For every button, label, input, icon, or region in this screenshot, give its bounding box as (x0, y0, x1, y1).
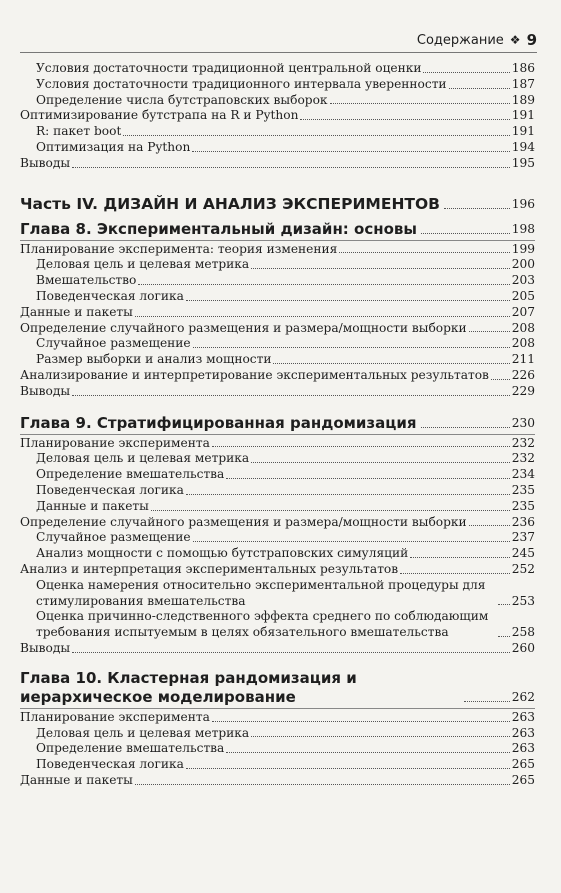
entry-page: 187 (511, 76, 535, 91)
toc-chapter-10 (20, 710, 535, 789)
toc-entry[interactable] (20, 515, 535, 531)
entry-title: Случайное размещение (36, 530, 191, 545)
toc-entry[interactable] (20, 530, 535, 546)
toc-entry[interactable] (20, 726, 535, 742)
entry-title: Данные и пакеты (20, 772, 133, 787)
toc-entry[interactable] (20, 124, 535, 140)
entry-page: 205 (511, 288, 535, 303)
entry-page: 232 (511, 451, 535, 466)
entry-title: Деловая цель и целевая метрика (36, 257, 250, 272)
toc-entry[interactable] (20, 257, 535, 273)
toc-entry[interactable] (20, 352, 535, 368)
toc-entry[interactable] (20, 483, 535, 499)
entry-page: 195 (511, 155, 535, 170)
entry-title: Оптимизирование бутстрапа на R и Python (20, 108, 299, 123)
chapter-page: 230 (511, 415, 535, 430)
entry-title: Поведенческая логика (36, 482, 184, 497)
entry-page: 232 (511, 435, 535, 450)
leader-dots (339, 252, 509, 253)
leader-dots (226, 752, 509, 753)
entry-page: 234 (511, 467, 535, 482)
chapter-title: Глава 10. Кластерная рандомизация и иерархическое моделирование (20, 668, 357, 706)
entry-page: 208 (511, 320, 535, 335)
leader-dots (421, 427, 510, 428)
toc-entry[interactable] (20, 336, 535, 352)
leader-dots (72, 167, 510, 168)
entry-title: Выводы (20, 640, 71, 655)
leader-dots (186, 768, 510, 769)
leader-dots (186, 300, 510, 301)
entry-page: 265 (511, 757, 535, 772)
entry-page: 258 (511, 625, 535, 640)
toc-entry[interactable] (20, 108, 535, 124)
chapter-rule (20, 240, 535, 241)
leader-dots (300, 119, 509, 120)
entry-page: 263 (511, 709, 535, 724)
entry-page: 252 (511, 561, 535, 576)
leader-dots (151, 510, 510, 511)
entry-page: 207 (511, 304, 535, 319)
entry-title: R: пакет boot (36, 124, 122, 139)
running-header (20, 28, 537, 53)
leader-dots (498, 604, 510, 605)
entry-title: Анализирование и интерпретирование экспериментальных результатов (20, 367, 489, 382)
entry-title: Анализ мощности с помощью бутстраповских симуляций (36, 546, 409, 561)
entry-title: Выводы (20, 383, 71, 398)
leader-dots (193, 347, 510, 348)
entry-title: Условия достаточности традиционной центральной оценки (36, 61, 422, 75)
toc-entry[interactable] (20, 93, 535, 109)
toc-entry[interactable] (20, 546, 535, 562)
entry-title: Анализ и интерпретация экспериментальных результатов (20, 561, 399, 576)
entry-page: 235 (511, 498, 535, 513)
entry-page: 260 (511, 640, 535, 655)
entry-page: 199 (511, 241, 535, 256)
header-title: Содержание (416, 32, 504, 48)
leader-dots (400, 573, 510, 574)
entry-title: Поведенческая логика (36, 288, 184, 303)
entry-page: 200 (511, 257, 535, 272)
leader-dots (212, 446, 510, 447)
toc-entry[interactable] (20, 61, 535, 77)
leader-dots (226, 478, 509, 479)
toc-chapter-8 (20, 242, 535, 400)
leader-dots (251, 736, 510, 737)
toc-entry[interactable] (20, 757, 535, 773)
entry-page: 235 (511, 482, 535, 497)
leader-dots (491, 379, 510, 380)
entry-page: 203 (511, 273, 535, 288)
entry-page: 236 (511, 514, 535, 529)
entry-title: Деловая цель и целевая метрика (36, 725, 250, 740)
toc-entry[interactable] (20, 741, 535, 757)
toc-entry[interactable] (20, 156, 535, 172)
toc-entry[interactable] (20, 368, 535, 384)
entry-title: Размер выборки и анализ мощности (36, 352, 272, 367)
entry-page: 245 (511, 546, 535, 561)
leader-dots (423, 72, 509, 73)
fleuron-icon: ❖ (509, 33, 521, 47)
toc-entry[interactable] (20, 578, 535, 610)
part-page: 196 (511, 196, 535, 211)
entry-page: 253 (511, 593, 535, 608)
toc-entry[interactable] (20, 562, 535, 578)
toc-entry[interactable] (20, 451, 535, 467)
toc-entry[interactable] (20, 499, 535, 515)
leader-dots (421, 233, 510, 234)
entry-page: 191 (511, 124, 535, 139)
entry-title: Определение вмешательства (36, 741, 225, 756)
leader-dots (469, 331, 510, 332)
entry-page: 263 (511, 725, 535, 740)
toc-entry[interactable] (20, 384, 535, 400)
chapter-heading-9[interactable] (20, 412, 535, 433)
entry-title: Оценка причинно-следственного эффекта среднего по соблюдающим требования испытуемым в целях обязательного вмешательства (36, 609, 489, 640)
entry-title: Определение числа бутстраповских выборок (36, 92, 328, 107)
leader-dots (498, 636, 510, 637)
entry-page: 226 (511, 367, 535, 382)
leader-dots (72, 652, 510, 653)
toc-entry[interactable] (20, 321, 535, 337)
entry-title: Выводы (20, 155, 71, 170)
leader-dots (72, 395, 510, 396)
leader-dots (444, 208, 510, 209)
chapter-rule (20, 708, 535, 709)
entry-page: 237 (511, 530, 535, 545)
entry-title: Определение случайного размещения и размера/мощности выборки (20, 320, 467, 335)
leader-dots (330, 103, 510, 104)
leader-dots (251, 268, 510, 269)
toc-entry[interactable] (20, 305, 535, 321)
part-heading[interactable] (20, 192, 535, 214)
leader-dots (464, 701, 510, 702)
leader-dots (135, 784, 510, 785)
entry-title: Планирование эксперимента (20, 709, 210, 724)
toc-entry[interactable] (20, 273, 535, 289)
entry-title: Условия достаточности традиционного интервала уверенности (36, 76, 447, 91)
chapter-heading-8[interactable] (20, 218, 535, 239)
entry-title: Оценка намерения относительно экспериментальной процедуры для стимулирования вмешательства (36, 577, 486, 608)
leader-dots (138, 284, 509, 285)
toc-entry[interactable] (20, 289, 535, 305)
toc-entry[interactable] (20, 77, 535, 93)
entry-title: Поведенческая логика (36, 757, 184, 772)
entry-title: Вмешательство (36, 273, 137, 288)
leader-dots (410, 557, 509, 558)
entry-page: 263 (511, 741, 535, 756)
toc-entry[interactable] (20, 609, 535, 641)
entry-title: Планирование эксперимента (20, 435, 210, 450)
toc-entry[interactable] (20, 242, 535, 258)
leader-dots (251, 462, 510, 463)
entry-page: 229 (511, 383, 535, 398)
part-title: Часть IV. ДИЗАЙН И АНАЛИЗ ЭКСПЕРИМЕНТОВ (20, 194, 440, 213)
toc-section-top (20, 61, 535, 172)
chapter-page: 262 (511, 689, 535, 704)
chapter-title: Глава 8. Экспериментальный дизайн: основы (20, 219, 417, 238)
page-number: 9 (526, 31, 537, 49)
entry-title: Определение случайного размещения и размера/мощности выборки (20, 514, 467, 529)
leader-dots (186, 494, 510, 495)
toc-entry[interactable] (20, 436, 535, 452)
entry-title: Планирование эксперимента: теория изменения (20, 241, 338, 256)
leader-dots (135, 316, 510, 317)
entry-page: 186 (511, 61, 535, 75)
entry-page: 189 (511, 92, 535, 107)
entry-title: Данные и пакеты (36, 498, 149, 513)
chapter-rule (20, 434, 535, 435)
entry-page: 191 (511, 108, 535, 123)
entry-page: 211 (511, 352, 535, 367)
toc-entry[interactable] (20, 710, 535, 726)
leader-dots (449, 88, 510, 89)
entry-title: Определение вмешательства (36, 467, 225, 482)
toc-chapter-9 (20, 436, 535, 657)
chapter-title: Глава 9. Стратифицированная рандомизация (20, 413, 417, 432)
leader-dots (469, 525, 510, 526)
chapter-page: 198 (511, 221, 535, 236)
entry-title: Деловая цель и целевая метрика (36, 451, 250, 466)
leader-dots (192, 151, 509, 152)
chapter-heading-10[interactable] (20, 669, 535, 707)
toc-entry[interactable] (20, 641, 535, 657)
toc-entry[interactable] (20, 467, 535, 483)
entry-title: Данные и пакеты (20, 304, 133, 319)
entry-page: 194 (511, 139, 535, 154)
leader-dots (123, 135, 509, 136)
entry-title: Оптимизация на Python (36, 139, 191, 154)
table-of-contents (20, 61, 535, 789)
leader-dots (273, 363, 509, 364)
entry-page: 208 (511, 336, 535, 351)
leader-dots (193, 541, 510, 542)
entry-page: 265 (511, 772, 535, 787)
toc-entry[interactable] (20, 140, 535, 156)
entry-title: Случайное размещение (36, 336, 191, 351)
toc-entry[interactable] (20, 773, 535, 789)
leader-dots (212, 721, 510, 722)
